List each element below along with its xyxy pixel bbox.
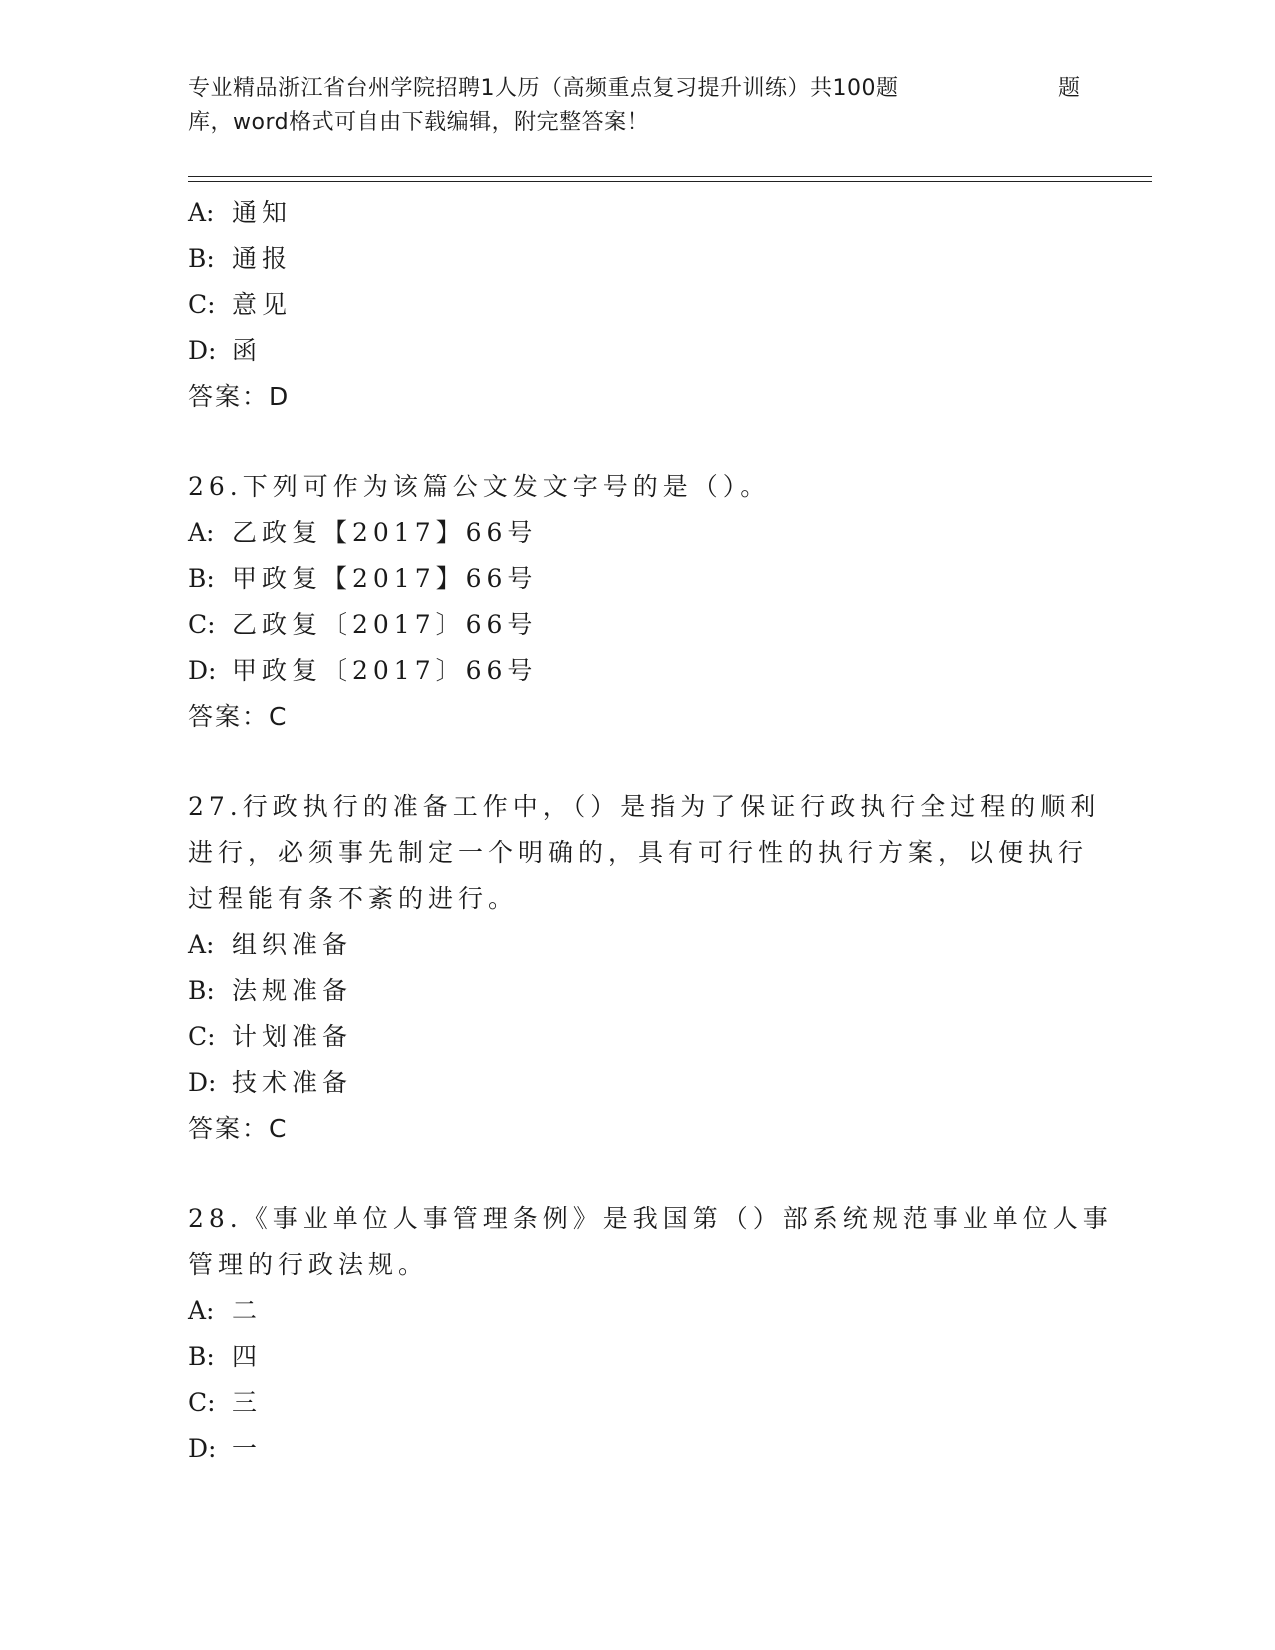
question-stem-line-1: 27.行政执行的准备工作中，（）是指为了保证行政执行全过程的顺利	[188, 792, 1101, 821]
question-25	[188, 190, 1088, 420]
option-b: B: 法规准备	[188, 976, 353, 1005]
option-a: A: 组织准备	[188, 930, 353, 959]
option-b: B: 通报	[188, 244, 293, 273]
option-b: B: 甲政复【2017】66号	[188, 564, 538, 593]
question-stem-line-2: 管理的行政法规。	[188, 1250, 429, 1279]
option-c: C: 意见	[188, 290, 293, 319]
option-c: C: 三	[188, 1388, 263, 1417]
option-d: D: 技术准备	[188, 1068, 353, 1097]
option-c: C: 计划准备	[188, 1022, 353, 1051]
question-stem-line-1: 28.《事业单位人事管理条例》是我国第（）部系统规范事业单位人事	[188, 1204, 1113, 1233]
question-content	[188, 190, 1113, 1472]
header-title: 专业精品浙江省台州学院招聘1人历（高频重点复习提升训练）共100题	[188, 76, 899, 101]
header-line-1	[188, 72, 1088, 106]
answer: 答案：D	[188, 382, 291, 411]
answer: 答案：C	[188, 1114, 289, 1143]
question-stem-line-2: 进行，必须事先制定一个明确的，具有可行性的执行方案，以便执行	[188, 838, 1089, 867]
option-a: A: 通知	[188, 198, 293, 227]
question-stem: 26.下列可作为该篇公文发文字号的是（）。	[188, 472, 771, 501]
option-b: B: 四	[188, 1342, 263, 1371]
answer: 答案：C	[188, 702, 289, 731]
option-d: D: 甲政复〔2017〕66号	[188, 656, 538, 685]
question-stem-line-3: 过程能有条不紊的进行。	[188, 884, 519, 913]
question-27	[188, 784, 1101, 1152]
page-header	[188, 72, 1088, 140]
header-divider-top	[188, 176, 1152, 177]
header-title-tail: 题	[1058, 76, 1081, 101]
option-a: A: 乙政复【2017】66号	[188, 518, 538, 547]
option-d: D: 一	[188, 1434, 263, 1463]
header-divider-bottom	[188, 181, 1152, 182]
option-d: D: 函	[188, 336, 263, 365]
question-26	[188, 464, 1088, 740]
option-a: A: 二	[188, 1296, 263, 1325]
header-line-2: 库，word格式可自由下载编辑，附完整答案！	[188, 110, 650, 135]
option-c: C: 乙政复〔2017〕66号	[188, 610, 538, 639]
question-28	[188, 1196, 1113, 1472]
